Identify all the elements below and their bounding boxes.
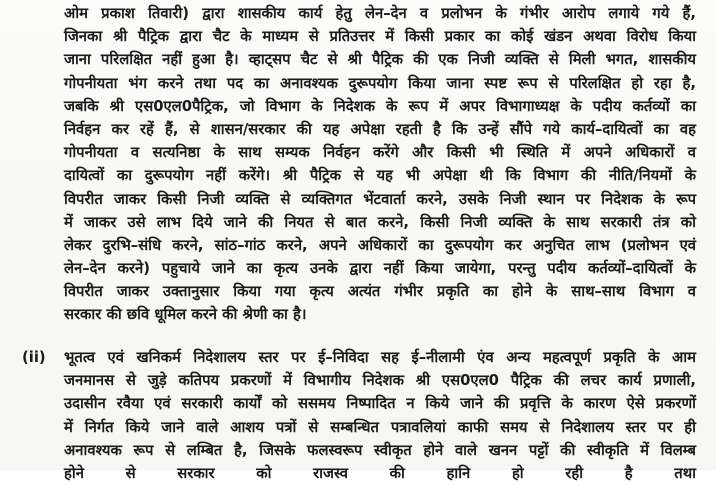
text-line: भूतत्व एवं खनिकर्म निदेशालय स्तर पर ई–निविदा सह ई–नीलामी एंव अन्य महत्वपूर्ण प्रकृति के आम [64,349,696,366]
text-line: विपरीत जाकर उक्तानुसार किया गया कृत्य अत्यंत गंभीर प्रकृति का होने के साथ–साथ विभाग व [64,283,696,301]
paragraph-2 [0,346,716,482]
text-line: लेकर दुरभि–संधि करने, सांठ–गांठ करने, अपने अधिकारों का दुरूपयोग कर अनुचित लाभ (प्रलोभन एवं [64,236,696,254]
text-line: जबकि श्री एस0एल0पैट्रिक, जो विभाग के निदेशक के रूप में अपर विभागाध्यक्ष के पदीय कर्तव्यों का [64,97,696,115]
text-line: में जाकर उसे लाभ दिये जाने की नियत से बात करने, किसी निजी व्यक्ति के साथ सरकारी तंत्र को [64,213,696,231]
text-line: जिनका श्री पैट्रिक द्वारा चैट के माध्यम से प्रतिउत्तर में किसी प्रकार का कोई खंडन अथवा विरोध किया [64,28,696,46]
text-line: सरकार की छवि धूमिल करने की श्रेणी का है। [64,306,307,324]
text-line: दायित्वों का दुरूपयोग नहीं करेंगे। श्री पैट्रिक से यह भी अपेक्षा थी कि विभाग की नीति/नियमों के [64,167,696,185]
text-line: गोपनीयता व सत्यनिष्ठा के साथ सम्यक निर्वहन करेंगे और किसी भी स्थिति में अपने अधिकारों व [64,144,696,162]
text-line: जाना परिलक्षित नहीं हुआ है। व्हाट्सप चैट से श्री पैट्रिक की एक निजी व्यक्ति से मिली भगत, शासकीय [64,51,696,69]
text-line: जनमानस से जुड़े कतिपय प्रकरणों में विभागीय निदेशक श्री एस0एल0 पैट्रिक की लचर कार्य प्रणाली, [64,372,696,390]
paragraph-1 [0,2,716,327]
text-line: विपरीत जाकर किसी निजी व्यक्ति से व्यक्तिगत भेंटवार्ता करने, उसके निजी स्थान पर निदेशक के रूप [64,190,696,208]
text-line: लेन–देन करने) पहुचाये जाने का कृत्य उनके द्वारा नहीं किया जायेगा, परन्तु पदीय कर्तव्यों–दायित्वों के [64,260,696,278]
text-line: में निर्गत किये जाने वाले आशय पत्रों से सम्बन्धित पत्रावलियां काफी समय से निदेशालय स्तर पर ही [64,418,696,436]
text-line: अनावश्यक रूप से लम्बित है, जिसके फलस्वरूप स्वीकृत होने वाले खनन पट्टों की स्वीकृति में विलम्ब [64,441,696,459]
text-line: निर्वहन कर रहें हैं, से शासन/सरकार की यह अपेक्षा रहती है कि उन्हें सौंपे गये कार्य–दायित्वों का वह [64,120,696,138]
text-line: उदासीन रवैया एवं सरकारी कार्यों को ससमय निष्पादित न किये जाने की प्रवृत्ति के कारण ऐसे प्रकरणों [64,395,696,413]
text-line: गोपनीयता भंग करने तथा पद का अनावश्यक दुरूपयोग किया जाना स्पष्ट रूप से परिलक्षित हो रहा है, [64,74,696,92]
list-marker: (ii) [22,349,46,366]
text-line: ओम प्रकाश तिवारी) द्वारा शासकीय कार्य हेतु लेन–देन व प्रलोभन के गंभीर आरोप लगाये गये हैं, [64,5,696,22]
text-line-cut-off: होने से सरकार को राजस्व की हानि हो रही है तथा [64,464,696,482]
